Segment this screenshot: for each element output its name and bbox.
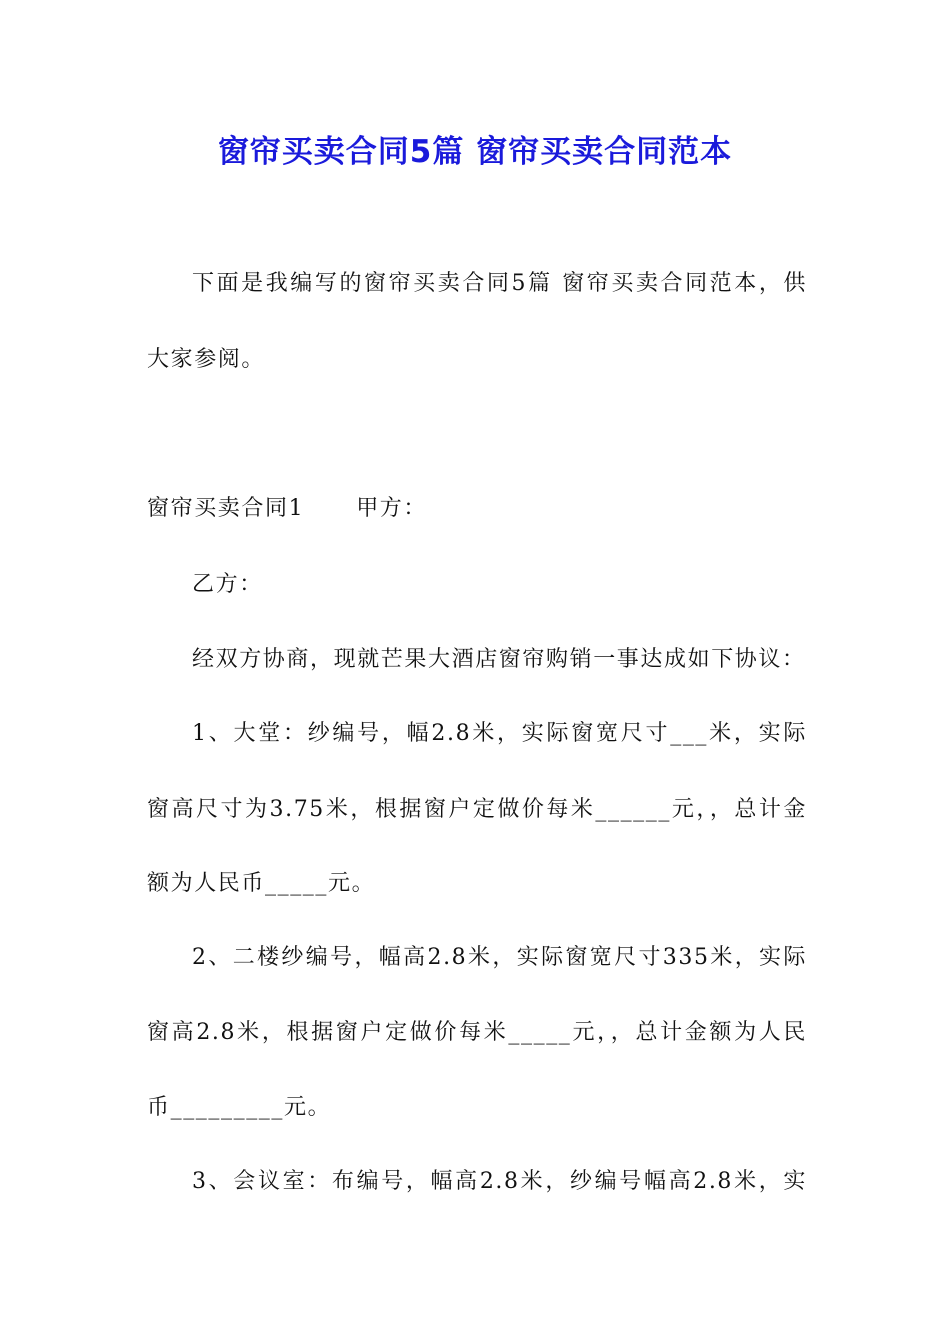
party-b-label: 乙方： bbox=[192, 572, 263, 597]
party-a-label: 甲方： bbox=[356, 496, 428, 521]
document-title: 窗帘买卖合同5篇 窗帘买卖合同范本 bbox=[217, 134, 733, 170]
intro-line-2: 大家参阅。 bbox=[147, 347, 266, 372]
contract-heading: 窗帘买卖合同1 bbox=[147, 496, 305, 521]
item-2-line-1: 2、二楼纱编号，幅高2.8米，实际窗宽尺寸335米，实际 bbox=[192, 945, 807, 970]
intro-line-1: 下面是我编写的窗帘买卖合同5篇 窗帘买卖合同范本，供 bbox=[192, 271, 807, 296]
item-1-line-2: 窗高尺寸为3.75米，根据窗户定做价每米______元，，总计金 bbox=[147, 797, 807, 822]
item-2-line-2: 窗高2.8米，根据窗户定做价每米_____元，，总计金额为人民 bbox=[147, 1020, 807, 1045]
contract-preamble: 经双方协商，现就芒果大酒店窗帘购销一事达成如下协议： bbox=[192, 647, 806, 672]
item-1-line-1: 1、大堂：纱编号，幅2.8米，实际窗宽尺寸___米，实际 bbox=[192, 721, 807, 746]
item-3-line-1: 3、会议室：布编号，幅高2.8米，纱编号幅高2.8米，实 bbox=[192, 1169, 807, 1194]
item-2-line-3: 币_________元。 bbox=[147, 1095, 332, 1120]
item-1-line-3: 额为人民币_____元。 bbox=[147, 871, 376, 896]
contract-heading-row bbox=[147, 494, 807, 524]
